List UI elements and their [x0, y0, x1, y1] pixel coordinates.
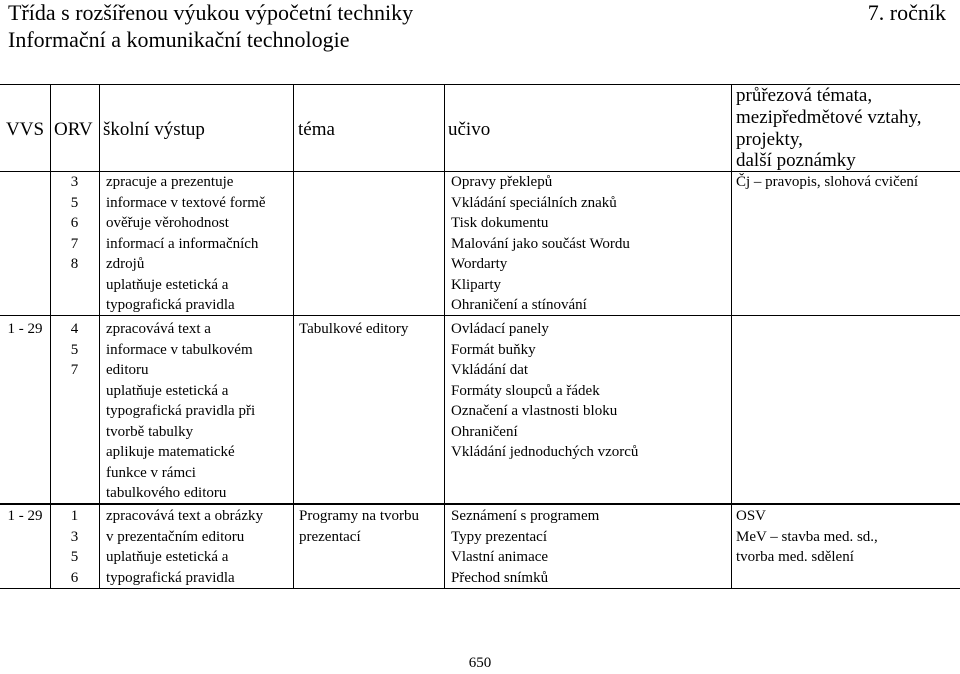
content-line: Označení a vlastnosti bloku — [451, 403, 618, 419]
column-header-content: učivo — [448, 119, 491, 140]
orv-number: 4 — [70, 321, 79, 337]
page-number: 650 — [468, 655, 492, 671]
outcome-line: ověřuje věrohodnost — [106, 215, 229, 231]
col-divider-content — [731, 84, 732, 589]
subject-title: Informační a komunikační technologie — [8, 27, 350, 52]
orv-number: 7 — [70, 235, 79, 252]
outcome-line: zdrojů — [106, 256, 145, 272]
orv-number: 5 — [70, 194, 79, 211]
content-line: Vlastní animace — [451, 549, 549, 565]
outcome-line: tabulkového editoru — [106, 485, 227, 501]
column-header-vvs: VVS — [6, 119, 45, 140]
outcome-line: informace v tabulkovém — [106, 341, 253, 358]
orv-number: 7 — [70, 362, 79, 378]
content-line: Ovládací panely — [451, 321, 549, 337]
notes-line: MeV – stavba med. sd., — [736, 528, 878, 545]
table-bottom-border — [0, 588, 960, 589]
outcome-line: tvorbě tabulky — [106, 423, 194, 440]
outcome-line: zpracuje a prezentuje — [106, 174, 234, 190]
outcome-line: informace v textové formě — [106, 194, 266, 211]
outcome-line: editoru — [106, 362, 149, 378]
orv-number: 6 — [70, 569, 79, 586]
topic-line: prezentací — [299, 528, 361, 545]
orv-number: 5 — [70, 549, 79, 565]
content-line: Malování jako součást Wordu — [451, 235, 630, 252]
orv-number: 8 — [70, 256, 79, 272]
content-line: Ohraničení — [451, 423, 518, 440]
content-line: Kliparty — [451, 276, 501, 293]
content-line: Typy prezentací — [451, 528, 547, 545]
orv-number: 6 — [70, 215, 79, 231]
outcome-line: aplikuje matematické — [106, 444, 235, 460]
col-divider-orv — [99, 84, 100, 589]
outcome-line: uplatňuje estetická a — [106, 382, 229, 399]
content-line: Vkládání jednoduchých vzorců — [451, 444, 639, 460]
notes-line: Čj – pravopis, slohová cvičení — [736, 174, 919, 190]
outcome-line: typografická pravidla při — [106, 403, 256, 419]
topic-line: Tabulkové editory — [299, 321, 409, 337]
orv-number: 5 — [70, 341, 79, 358]
column-header-orv: ORV — [54, 119, 93, 140]
orv-number: 3 — [70, 528, 79, 545]
grade-title: 7. ročník — [867, 0, 946, 25]
outcome-line: typografická pravidla — [106, 569, 235, 586]
content-line: Seznámení s programem — [451, 508, 600, 524]
col-divider-topic — [444, 84, 445, 589]
vvs-range: 1 - 29 — [7, 321, 43, 337]
outcome-line: typografická pravidla — [106, 297, 235, 313]
topic-line: Programy na tvorbu — [299, 508, 419, 524]
notes-line: tvorba med. sdělení — [736, 549, 854, 565]
column-header-outcome: školní výstup — [103, 119, 205, 140]
content-line: Formát buňky — [451, 341, 536, 358]
content-line: Ohraničení a stínování — [451, 297, 587, 313]
orv-number: 1 — [70, 508, 79, 524]
outcome-line: funkce v rámci — [106, 464, 196, 481]
outcome-line: v prezentačním editoru — [106, 528, 245, 545]
outcome-line: zpracovává text a obrázky — [106, 508, 263, 524]
orv-number: 3 — [70, 174, 79, 190]
content-line: Vkládání speciálních znaků — [451, 194, 617, 211]
content-line: Přechod snímků — [451, 569, 549, 586]
content-line: Opravy překlepů — [451, 174, 553, 190]
content-line: Formáty sloupců a řádek — [451, 382, 600, 399]
notes-line: OSV — [736, 508, 767, 524]
column-header-topic: téma — [298, 119, 335, 140]
content-line: Tisk dokumentu — [451, 215, 549, 231]
school-title: Třída s rozšířenou výukou výpočetní techniky — [8, 0, 414, 25]
outcome-line: uplatňuje estetická a — [106, 276, 229, 293]
content-line: Vkládání dat — [451, 362, 529, 378]
content-line: Wordarty — [451, 256, 508, 272]
outcome-line: informací a informačních — [106, 235, 259, 252]
col-divider-outcome — [293, 84, 294, 589]
outcome-line: uplatňuje estetická a — [106, 549, 229, 565]
outcome-line: zpracovává text a — [106, 321, 211, 337]
vvs-range: 1 - 29 — [7, 508, 43, 524]
